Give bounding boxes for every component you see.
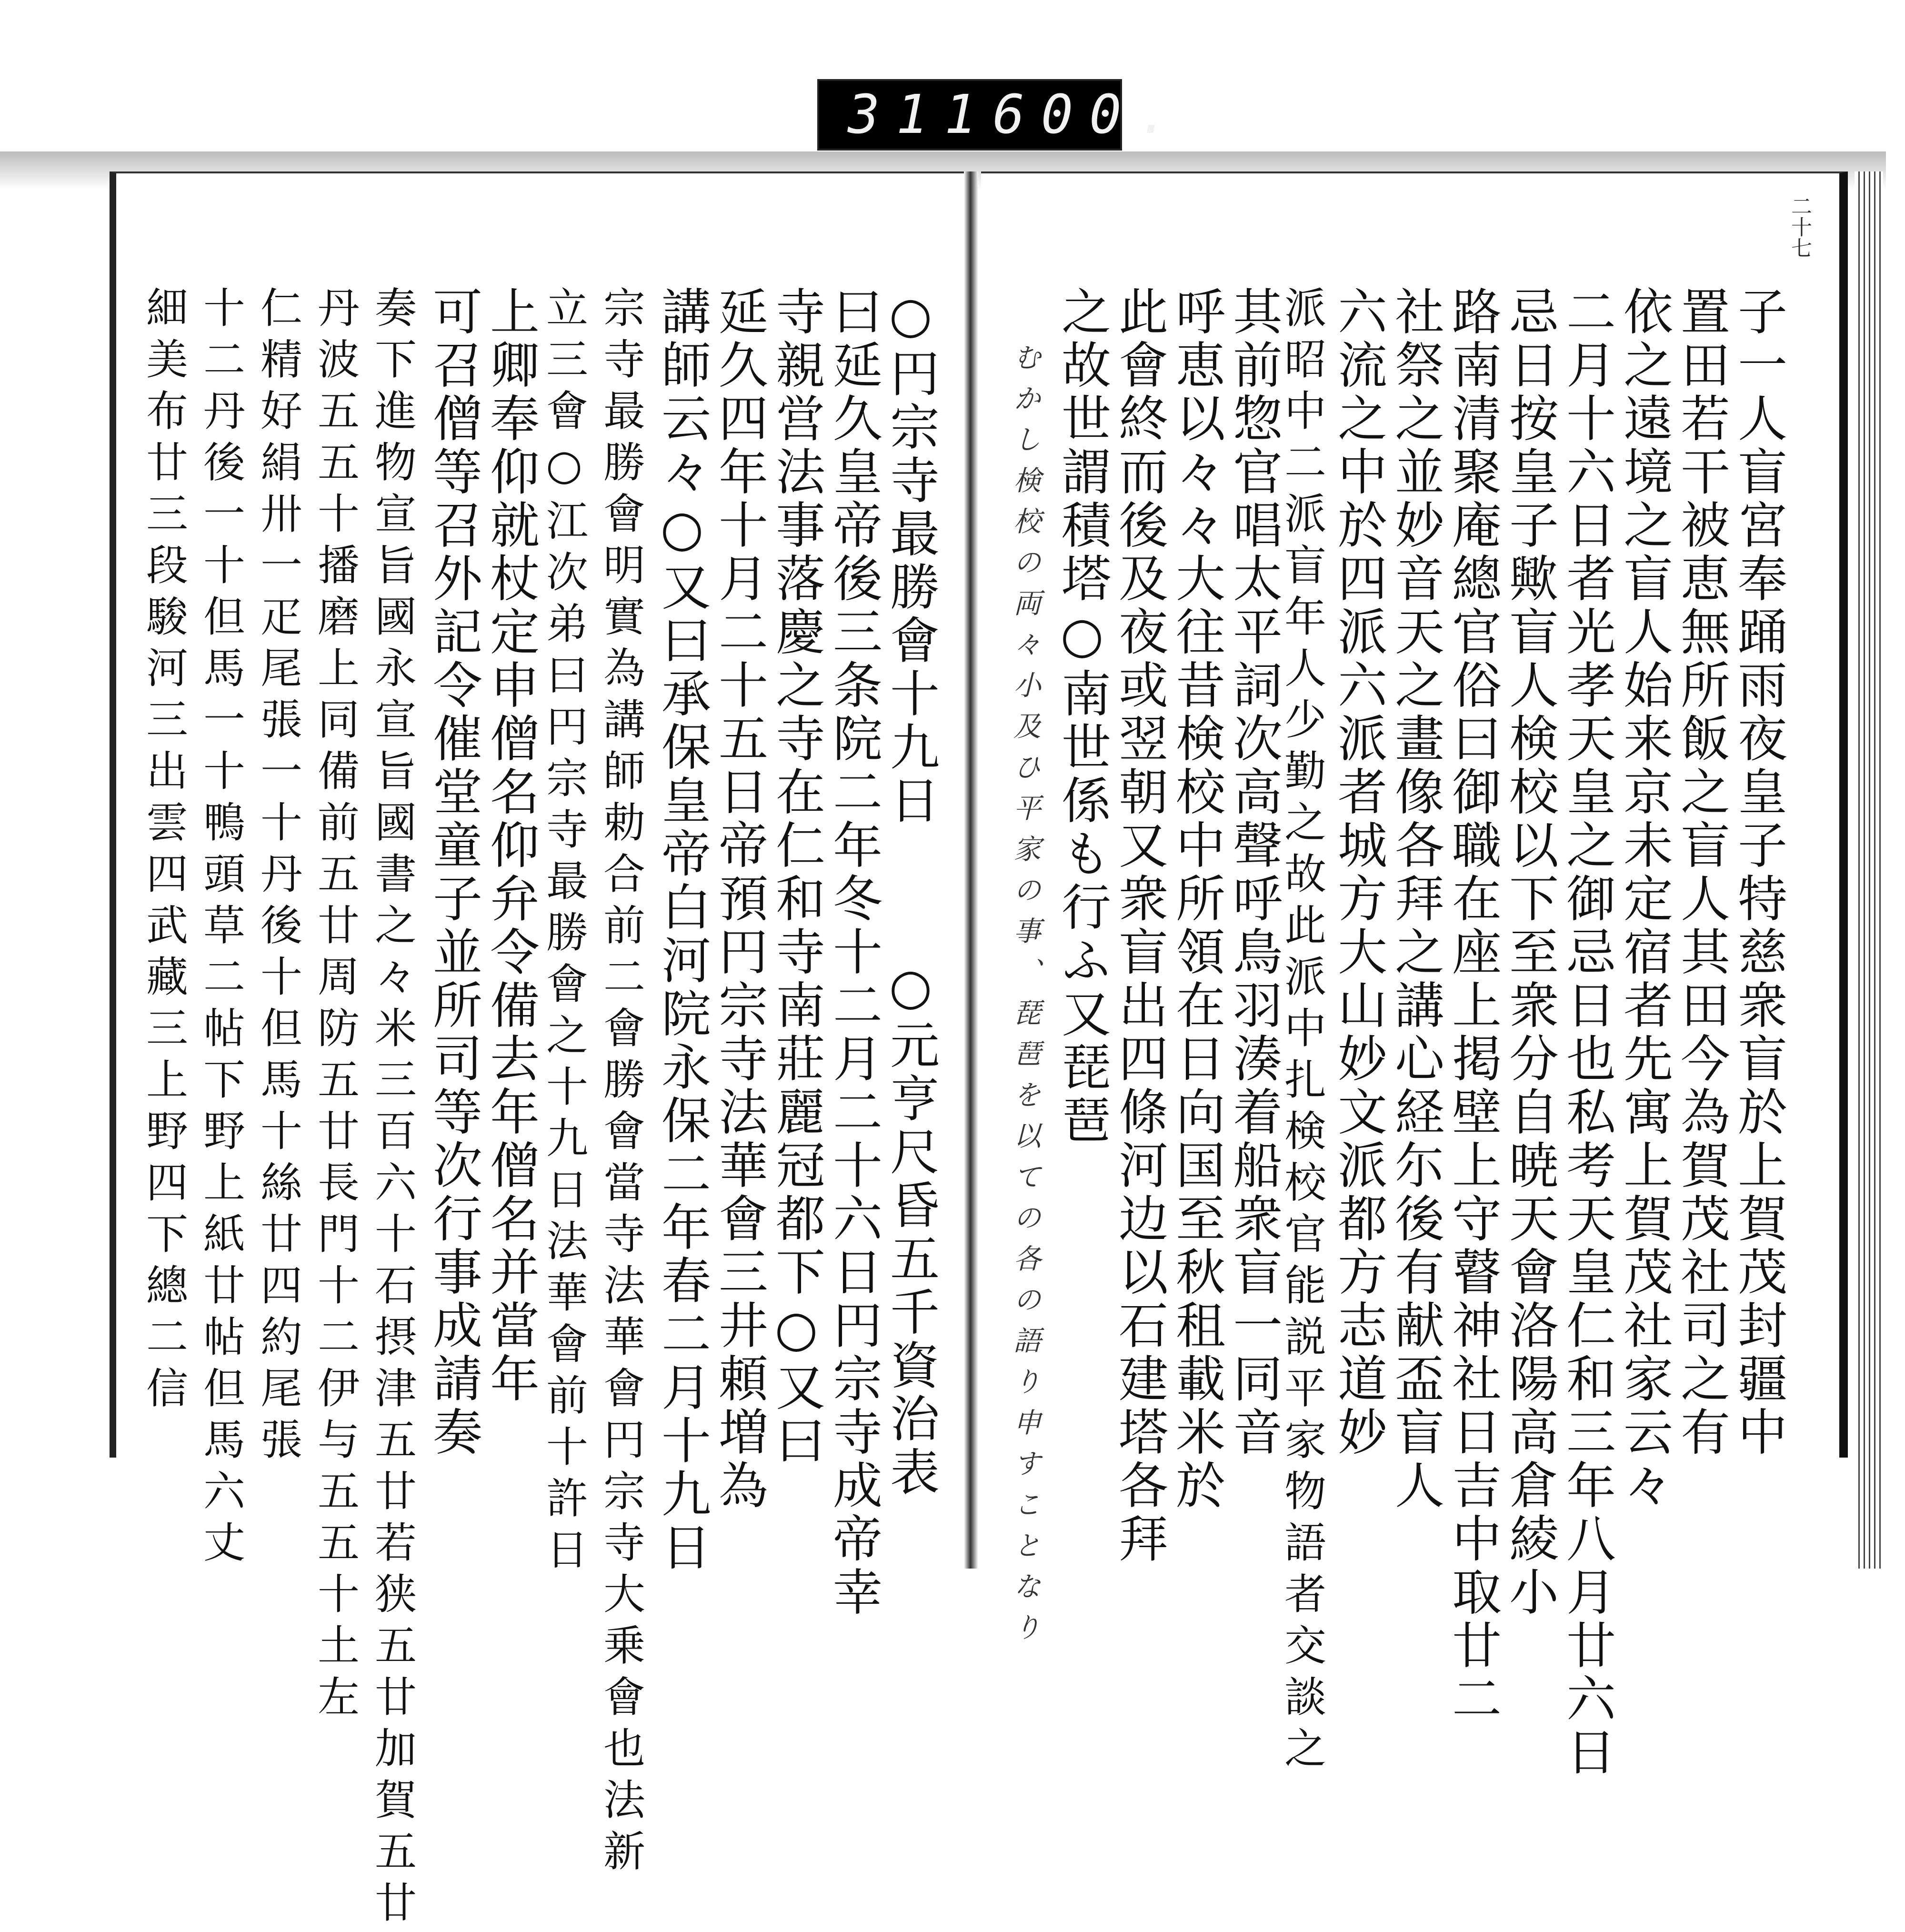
- right-text-column: 六流之中於四派六派者城方大山妙文派都方志道妙: [1329, 286, 1387, 1459]
- right-text-column: 之故世謂積塔○南世係も行ふ又琵琶: [1053, 286, 1111, 1148]
- page-number: 二十七: [1787, 195, 1812, 258]
- frame-number: 311: [848, 84, 993, 146]
- handwritten-marginal-note: むかし検校の両々小及ひ平家の事、琵琶を以ての各の語り申すことなり: [1009, 343, 1041, 1654]
- right-text-column: 忌日按皇子歟盲人検校以下至衆分自暁天會洛陽高倉綾小: [1501, 286, 1559, 1620]
- left-text-column: 十二丹後一十但馬一十鴨頭草二帖下野上紙廿帖但馬六丈: [197, 286, 246, 1572]
- left-text-column: 細美布廿三段駿河三出雲四武藏三上野四下總二信: [140, 286, 189, 1418]
- right-text-column: 呼恵以々々大往昔検校中所領在日向国至秋租載米於: [1167, 286, 1225, 1513]
- right-text-column: 派昭中二派盲年人少勤之故此派中扎検校官能説平家物語者交談之: [1278, 286, 1327, 1778]
- right-text-column: 依之遠境之盲人始来京未定宿者先寓上賀茂社家云々: [1615, 286, 1673, 1513]
- left-text-column: 仁精好絹卅一疋尾張一十丹後十但馬十絲廿四約尾張: [254, 286, 303, 1469]
- left-text-column: 宗寺最勝會明實為講師勅合前二會勝會當寺法華會円宗寺大乗會也法新: [597, 286, 646, 1881]
- left-text-column: ○元亨尺昏五千資治表: [882, 957, 940, 1499]
- left-text-column: 丹波五五十播磨上同備前五廿周防五廿長門十二伊与五五十土左: [311, 286, 360, 1726]
- page-edges: [1855, 171, 1883, 1569]
- right-text-column: 置田若干被恵無所飯之盲人其田今為賀茂社司之有: [1672, 286, 1730, 1459]
- left-text-column: 寺親営法事落慶之寺在仁和寺南莊麗冠都下○又曰: [767, 286, 825, 1468]
- left-text-column: 奏下進物宣旨國永宣旨國書之々米三百六十石摂津五廿若狭五廿加賀五廿: [368, 286, 417, 1932]
- right-text-column: 子一人盲宮奉踊雨夜皇子特慈衆盲於上賀茂封疆中: [1729, 286, 1787, 1459]
- left-text-column: 延久四年十月二十五日帝預円宗寺法華會三井頼増為: [710, 286, 768, 1513]
- left-text-column: 曰延久皇帝後三条院二年冬十二月二十六日円宗寺成帝幸: [824, 286, 882, 1620]
- right-text-column: 社祭之並妙音天之畫像各拜之講心経尓後有献盃盲人: [1386, 286, 1444, 1513]
- film-number: 600.: [993, 84, 1186, 146]
- left-text-column: ○円宗寺最勝會十九日: [882, 286, 940, 828]
- left-text-column: 上卿奉仰就杖定申僧名仰弁令備去年僧名并當年: [481, 286, 540, 1406]
- right-text-column: 路南清聚庵總官俗曰御職在座上掲壁上守瞽神社日吉中取廿二: [1444, 286, 1502, 1726]
- left-text-column: 立三會○江次弟曰円宗寺最勝會之十九日法華會前十許日: [540, 286, 589, 1579]
- right-text-column: 其前惣官唱太平詞次高聲呼鳥羽湊着船衆盲一同音: [1224, 286, 1283, 1459]
- right-text-column: 此會終而後及夜或翌朝又衆盲出四條河边以石建塔各拜: [1110, 286, 1168, 1566]
- book-gutter: [964, 171, 978, 1569]
- film-frame-counter: [817, 79, 1186, 151]
- left-text-column: 可召僧等召外記令催堂童子並所司等次行事成請奏: [424, 286, 482, 1459]
- right-text-column: 二月十六日者光孝天皇之御忌日也私考天皇仁和三年八月廿六日: [1558, 286, 1616, 1780]
- left-text-column: 講師云々○又曰承保皇帝白河院永保二年春二月十九日: [653, 286, 711, 1575]
